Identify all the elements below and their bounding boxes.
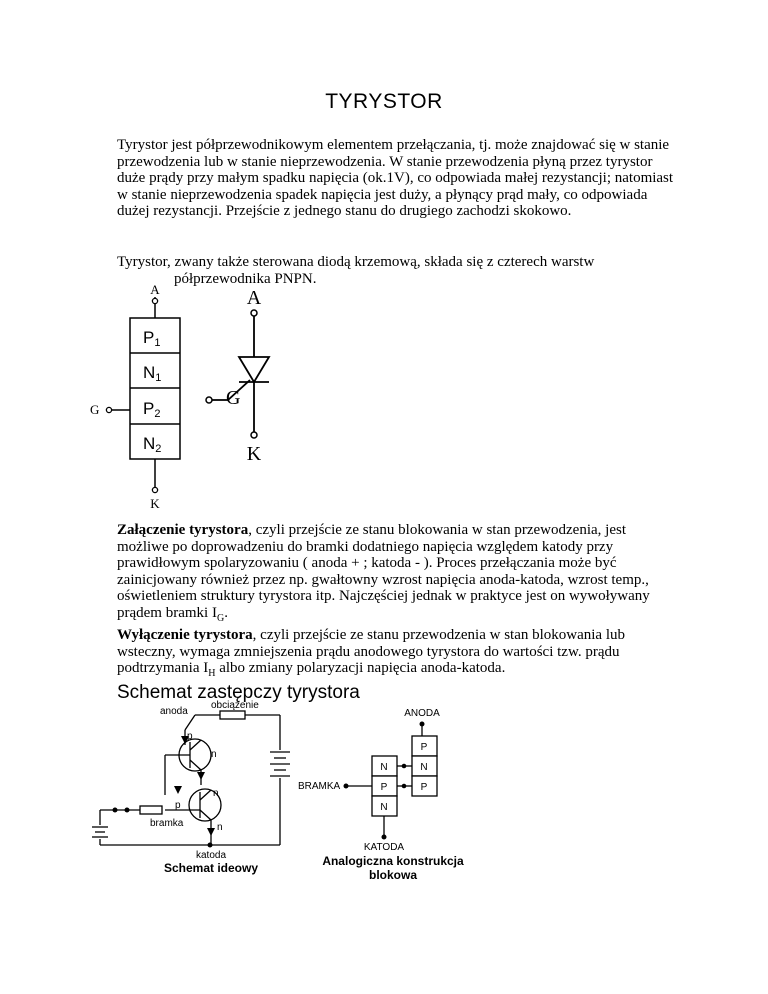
layer-n2: N2 [143,434,162,455]
circuit-anode-label: anoda [160,706,188,717]
block-caption-line2: blokowa [368,868,418,882]
internal-arrow [197,772,205,780]
layer-anode-label: A [150,282,160,297]
switch-on-heading: Załączenie tyrystora [117,522,249,538]
layer-cathode-terminal [152,487,157,492]
layer-gate-label: G [90,402,100,417]
diode-triangle [239,357,269,382]
symbol-cathode-label: K [246,443,262,465]
layer-p2: P2 [143,399,161,420]
layer-anode-terminal [152,298,157,303]
block-left-n-bottom-label: N [380,802,388,813]
block-right-p-label: P [420,782,428,793]
block-gate-label: BRAMKA [298,781,341,792]
equivalent-circuit-diagram [95,700,315,880]
structure-paragraph-line1: Tyrystor, zwany także sterowana diodą krzemową, składa się z czterech warstw [117,254,595,270]
cathode-arrow [207,828,215,836]
circuit-cathode-label: katoda [195,850,227,861]
switching-paragraph: Załączenie tyrystora, czyli przejście ze stanu blokowania w stan przewodzenia, jest możliwe po doprowadzeniu do bramki dodatniego napięcia względem katody przy prawidłowym spolaryzowaniu ( anoda + ; katoda - ). Proces przełączania może być zainicjowany również przez np. gwałtowny wzrost napięcia anoda-katoda, wzrost temp., oświetleniem struktury tyrystora itp. Najczęściej jednak w praktyce jest on wywoływany prądem bramki $I_G$. Wyłączenie tyrystora, czyli przejście ze stanu przewodzenia w stan blokowania lub wsteczny, wymaga zmniejszenia prądu anodowego tyrystora do wartości tzw. prądu podtrzymania $I_H$ albo zmiany polaryzacji napięcia anoda-katoda. [117,522,650,679]
structure-paragraph-line2: półprzewodnika PNPN. [174,270,317,287]
load-resistor [220,711,245,719]
symbol-gate-label: G [226,387,241,409]
symbol-anode-label: A [246,287,262,309]
gate-resistor [140,806,162,814]
switch-off-heading: Wyłączenie tyrystora [117,627,253,643]
layer-structure-diagram [80,280,200,510]
symbol-anode-terminal [251,310,257,316]
block-anode-label: ANODA [404,708,440,719]
layer-gate-terminal [106,407,111,412]
holding-current-subscript: H [208,668,216,679]
block-right-n-label: N [420,762,428,773]
layer-n1: N1 [143,363,162,384]
block-left-p-label: P [380,782,388,793]
block-gate-terminal [344,784,349,789]
circuit-n2-label: n [213,788,219,799]
circuit-p2-label: p [175,800,181,811]
circuit-gate-label: bramka [150,818,184,829]
circuit-load-label: obciążenie [211,700,259,711]
circuit-caption: Schemat ideowy [163,861,259,875]
gate-arrow [174,786,182,794]
page-title: TYRYSTOR [325,90,443,113]
block-construction-diagram [295,700,485,885]
switch-on-text: , czyli przejście ze stanu blokowania w stan przewodzenia, jest możliwe po doprowadzeniu do bramki dodatniego napięcia względem katody przy prawidłowym spolaryzowaniu ( anoda + ; katoda - ). Proces przełączania może być zainicjowany również przez np. gwałtowny wzrost napięcia anoda-katoda, wzrost temp., oświetleniem struktury tyrystora itp. Najczęściej jednak w praktyce jest on wywoływany prądem bramki I [117,522,650,621]
layer-p1: P1 [143,328,161,349]
block-anode-terminal [420,722,425,727]
block-left-n-top-label: N [380,762,388,773]
block-caption-line1: Analogiczna konstrukcja [322,854,464,868]
section-title: Schemat zastępczy tyrystora [117,682,360,703]
layer-cathode-label: K [150,496,160,511]
symbol-cathode-terminal [251,432,257,438]
circuit-p1-label: p [187,731,193,742]
circuit-n1-label: n [211,749,217,760]
circuit-n3-label: n [217,822,223,833]
block-cathode-terminal [382,835,387,840]
gate-current-subscript: G [216,612,225,624]
switch-off-text: , czyli przejście ze stanu przewodzenia w stan blokowania lub wsteczny, wymaga zmniejszenia prądu anodowego tyrystora do wartości tzw. prądu podtrzymania I [117,627,626,676]
block-right-p-top-label: P [420,742,428,753]
thyristor-symbol [200,282,300,467]
block-cathode-label: KATODA [363,842,405,853]
intro-paragraph: Tyrystor jest półprzewodnikowym elementem przełączania, tj. może znajdować się w stanie przewodzenia lub w stanie nieprzewodzenia. W stanie przewodzenia płyną przez tyrystor duże prądy przy małym spadku napięcia (ok.1V), co odpowiada małej rezystancji; natomiast w stanie nieprzewodzenia spadek napięcia jest duży, a płynący prąd mały, co odpowiada dużej rezystancji. Przejście z jednego stanu do drugiego zachodzi skokowo. [117,137,674,219]
symbol-gate-terminal [206,397,212,403]
